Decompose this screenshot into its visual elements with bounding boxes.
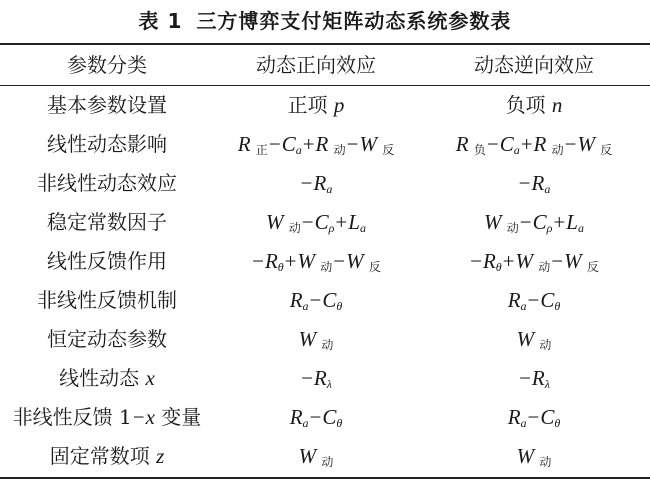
- reverse-effect-cell: $-R_\lambda$: [519, 366, 550, 391]
- reverse-effect-cell: $R_a-C_\theta$: [507, 288, 561, 313]
- row-label: 线性反馈作用: [47, 249, 167, 273]
- table-row: [0, 398, 650, 437]
- header-positive-effect: 动态正向效应: [256, 53, 376, 77]
- table-row: [0, 164, 650, 203]
- row-label: 非线性反馈机制: [37, 288, 177, 312]
- row-label: 非线性动态效应: [37, 171, 177, 195]
- reverse-effect-cell: W 动: [516, 327, 552, 352]
- reverse-effect-cell: R 负$-C_a+R$ 动−W 反: [455, 132, 613, 157]
- positive-effect-cell: 正项 p: [287, 93, 345, 117]
- positive-effect-cell: $R_a-C_\theta$: [289, 288, 343, 313]
- row-label: 非线性反馈 1−x 变量: [12, 405, 202, 429]
- bottom-rule: [0, 477, 650, 479]
- row-label: 稳定常数因子: [47, 210, 167, 234]
- table-row: [0, 359, 650, 398]
- table-title-text: 三方博弈支付矩阵动态系统参数表: [196, 9, 512, 33]
- table-row: [0, 86, 650, 125]
- table-row: [0, 242, 650, 281]
- positive-effect-cell: W 动: [298, 327, 334, 352]
- positive-effect-cell: $-R_\theta+W$ 动−W 反: [252, 249, 381, 274]
- row-label: 基本参数设置: [47, 93, 167, 117]
- reverse-effect-cell: 负项 n: [505, 93, 563, 117]
- positive-effect-cell: W 动$-C_\rho+L_a$: [266, 210, 366, 235]
- row-label: 恒定动态参数: [47, 327, 167, 351]
- row-label: 线性动态 x: [59, 366, 155, 390]
- table-title: [0, 4, 650, 38]
- reverse-effect-cell: W 动$-C_\rho+L_a$: [484, 210, 584, 235]
- row-label: 固定常数项 z: [49, 444, 165, 468]
- table-body: [0, 86, 650, 476]
- positive-effect-cell: $R_a-C_\theta$: [289, 405, 343, 430]
- reverse-effect-cell: $-R_\theta+W$ 动−W 反: [470, 249, 599, 274]
- positive-effect-cell: W 动: [298, 444, 334, 469]
- table-number: 表 1: [138, 9, 183, 33]
- table-row: [0, 320, 650, 359]
- positive-effect-cell: R 正$-C_a+R$ 动−W 反: [237, 132, 395, 157]
- reverse-effect-cell: $R_a-C_\theta$: [507, 405, 561, 430]
- table-row: [0, 281, 650, 320]
- table-row: [0, 125, 650, 164]
- reverse-effect-cell: W 动: [516, 444, 552, 469]
- positive-effect-cell: $-R_a$: [300, 171, 333, 196]
- row-label: 线性动态影响: [47, 132, 167, 156]
- table-row: [0, 437, 650, 476]
- header-param-category: 参数分类: [67, 53, 147, 77]
- positive-effect-cell: $-R_\lambda$: [301, 366, 332, 391]
- header-reverse-effect: 动态逆向效应: [474, 53, 594, 77]
- table-row: [0, 203, 650, 242]
- reverse-effect-cell: $-R_a$: [518, 171, 551, 196]
